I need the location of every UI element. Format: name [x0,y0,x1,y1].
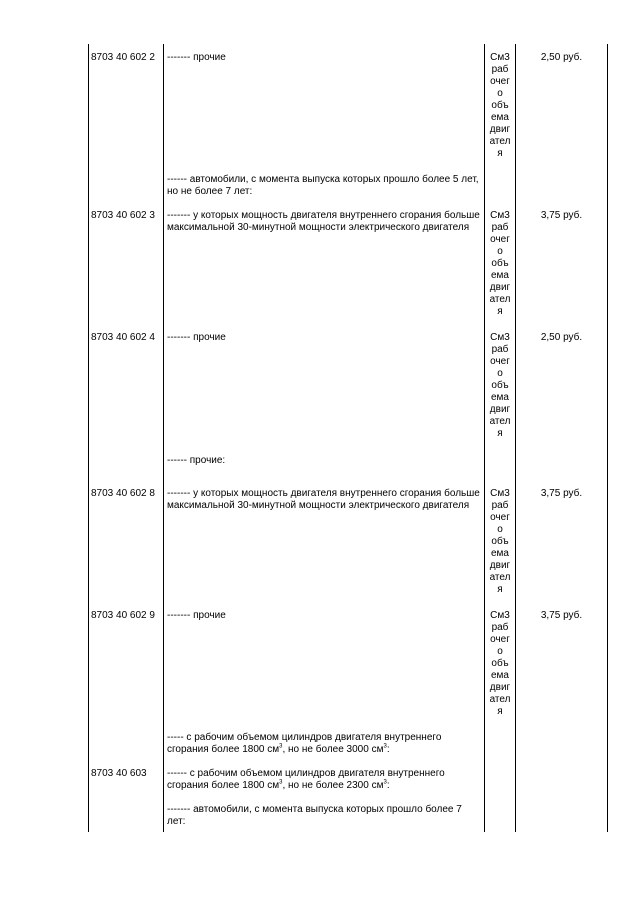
unit-fragment: двиг [489,682,511,693]
row-price: 2,50 руб. [540,332,583,343]
row-unit [486,332,514,440]
unit-fragment: объ [491,380,509,391]
unit-fragment: о [497,246,503,257]
unit-fragment: я [497,306,503,317]
row-price: 3,75 руб. [540,610,583,621]
table-divider-code [163,44,164,832]
unit-fragment: ател [489,294,511,305]
unit-fragment: я [497,428,503,439]
unit-fragment: двиг [489,282,511,293]
unit-fragment: ема [491,112,509,123]
row-price: 3,75 руб. [540,488,583,499]
row-description: ------- у которых мощность двигателя внутреннего сгорания больше максимальной 30-минутной мощности электрического двигателя [167,488,480,511]
unit-fragment: раб [491,622,509,633]
row-description: ----- с рабочим объемом цилиндров двигателя внутреннего сгорания более 1800 $см^3$, но не более 3000 $см^3$: [167,732,442,755]
unit-fragment: я [497,706,503,717]
unit-fragment: См3 [490,488,510,499]
unit-fragment: объ [491,258,509,269]
unit-fragment: раб [491,64,509,75]
row-description: ------- у которых мощность двигателя внутреннего сгорания больше максимальной 30-минутной мощности электрического двигателя [167,210,480,233]
unit-fragment: о [497,368,503,379]
unit-fragment: См3 [490,610,510,621]
unit-fragment: ател [489,136,511,147]
unit-fragment: двиг [489,124,511,135]
unit-fragment: ема [491,548,509,559]
unit-fragment: я [497,584,503,595]
unit-fragment: о [497,88,503,99]
row-code: 8703 40 602 3 [91,210,155,221]
row-description: ------- прочие [167,52,226,63]
row-description: ------- автомобили, с момента выпуска которых прошло более 7 лет: [167,804,462,827]
unit-fragment: двиг [489,560,511,571]
row-description: ------ с рабочим объемом цилиндров двигателя внутреннего сгорания более 1800 $см^3$, но не более 2300 $см^3$: [167,768,445,791]
row-description: ------- прочие [167,332,226,343]
row-description: ------- прочие [167,610,226,621]
table-border-right [607,44,608,832]
table-divider-desc [484,44,485,832]
unit-fragment: ател [489,416,511,427]
unit-fragment: объ [491,658,509,669]
row-price: 2,50 руб. [540,52,583,63]
unit-fragment: раб [491,344,509,355]
unit-fragment: объ [491,100,509,111]
unit-fragment: ема [491,670,509,681]
unit-fragment: ема [491,270,509,281]
row-unit [486,610,514,718]
table-border-left [88,44,89,832]
row-unit [486,52,514,160]
unit-fragment: См3 [490,52,510,63]
unit-fragment: См3 [490,332,510,343]
row-description: ------ прочие: [167,455,226,466]
row-code: 8703 40 603 [91,768,147,779]
unit-fragment: двиг [489,404,511,415]
row-code: 8703 40 602 8 [91,488,155,499]
unit-fragment: очег [490,356,510,367]
row-description: ------ автомобили, с момента выпуска которых прошло более 5 лет, но не более 7 лет: [167,174,479,197]
unit-fragment: очег [490,76,510,87]
unit-fragment: очег [490,234,510,245]
row-code: 8703 40 602 2 [91,52,155,63]
unit-fragment: очег [490,634,510,645]
unit-fragment: ател [489,694,511,705]
row-price: 3,75 руб. [540,210,583,221]
row-code: 8703 40 602 9 [91,610,155,621]
row-code: 8703 40 602 4 [91,332,155,343]
row-unit [486,488,514,596]
unit-fragment: очег [490,512,510,523]
unit-fragment: раб [491,500,509,511]
unit-fragment: ател [489,572,511,583]
row-unit [486,210,514,318]
unit-fragment: объ [491,536,509,547]
unit-fragment: См3 [490,210,510,221]
unit-fragment: о [497,524,503,535]
unit-fragment: я [497,148,503,159]
unit-fragment: о [497,646,503,657]
table-divider-unit [515,44,516,832]
unit-fragment: ема [491,392,509,403]
unit-fragment: раб [491,222,509,233]
